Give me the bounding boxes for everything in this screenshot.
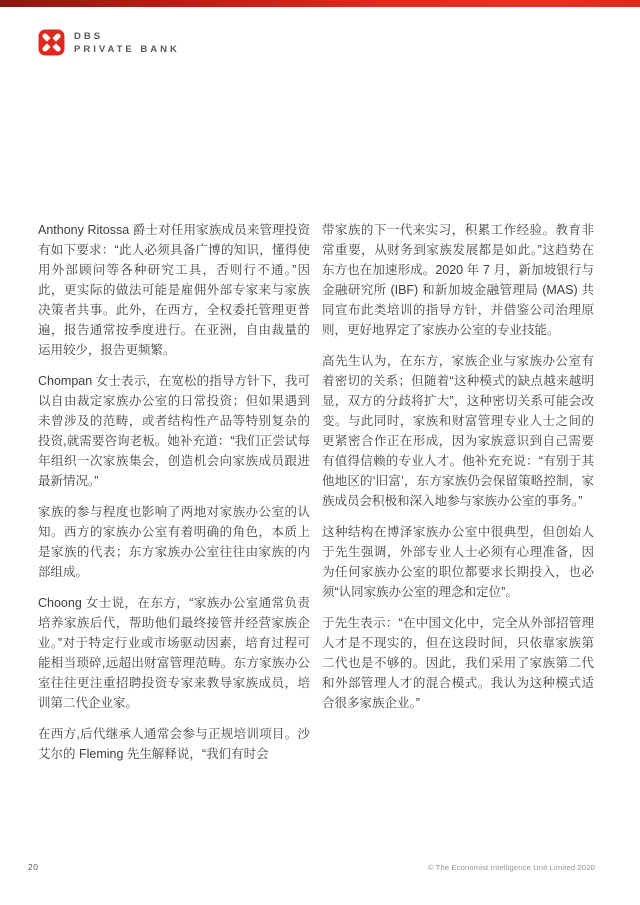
brand-header xyxy=(38,29,180,56)
paragraph: Choong 女士说，在东方，“家族办公室通常负责培养家族后代，帮助他们最终接管并经营家族企业。”对于特定行业或市场驱动因素，培育过程可能相当琐碎,远超出财富管理范畴。东方家族办公室往往更注重招聘投资专家来教导家族成员，培训第二代企业家。 xyxy=(38,596,310,710)
paragraph: 带家族的下一代来实习，积累工作经验。教育非常重要，从财务到家族发展都是如此。”这趋势在东方也在加速形成。2020 年 7 月，新加坡银行与金融研究所 (IBF) 和新加坡金融管理局 (MAS) 共同宣布此类培训的指导方针，并借鉴公司治理原则，更好地界定了家族办公室的专业技能。 xyxy=(322,223,594,337)
dbs-flower-icon xyxy=(38,29,65,56)
paragraph: 这种结构在博泽家族办公室中很典型，但创始人于先生强调，外部专业人士必须有心理准备，因为任何家族办公室的职位都要求长期投入，也必须“认同家族办公室的理念和定位”。 xyxy=(322,525,594,599)
copyright: © The Economist Intelligence Unit Limited 2020 xyxy=(427,863,595,872)
brand-name-line1: DBS xyxy=(74,30,104,42)
paragraph: Anthony Ritossa 爵士对任用家族成员来管理投资有如下要求：“此人必须具备广博的知识，懂得使用外部顾问等各种研究工具，否则行不通。”因此，更实际的做法可能是雇佣外部专家来与家族决策者共事。此外，在西方，全权委托管理更普遍，报告通常按季度进行。在亚洲，自由裁量的运用较少，报告更频繁。 xyxy=(38,223,310,357)
top-accent-bar xyxy=(0,0,640,7)
paragraph: 于先生表示：“在中国文化中，完全从外部招管理人才是不现实的，但在这段时间，只依靠家族第二代也是不够的。因此，我们采用了家族第二代和外部管理人才的混合模式。我认为这种模式适合很多家族企业。” xyxy=(322,616,594,710)
brand-name-line2: PRIVATE BANK xyxy=(74,43,180,55)
paragraph: 家族的参与程度也影响了两地对家族办公室的认知。西方的家族办公室有着明确的角色，本质上是家族的代表；东方家族办公室往往由家族的内部组成。 xyxy=(38,505,310,579)
article-body xyxy=(38,220,594,775)
paragraph: 在西方,后代继承人通常会参与正规培训项目。沙艾尔的 Fleming 先生解释说，“我们有时会 xyxy=(38,727,310,761)
page-footer xyxy=(28,862,595,872)
brand-name xyxy=(74,30,180,56)
left-column xyxy=(38,220,310,775)
page-number: 20 xyxy=(28,862,39,872)
paragraph: 高先生认为，在东方，家族企业与家族办公室有着密切的关系；但随着“这种模式的缺点越来越明显，双方的分歧将扩大”，这种密切关系可能会改变。与此同时，家族和财富管理专业人士之间的更紧密合作正在形成，因为家族意识到自己需要有值得信赖的专业人才。他补充充说：“有别于其他地区的‘旧富’，东方家族仍会保留策略控制，家族成员会积极和深入地参与家族办公室的事务。” xyxy=(322,354,594,508)
paragraph: Chompan 女士表示，在宽松的指导方针下，我可以自由裁定家族办公室的日常投资；但如果遇到未曾涉及的范畴，或者结构性产品等特别复杂的投资,就需要咨询老板。她补充道：“我们正尝试每年组织一次家族集会，创造机会向家族成员跟进最新情况。” xyxy=(38,374,310,488)
right-column xyxy=(322,220,594,775)
